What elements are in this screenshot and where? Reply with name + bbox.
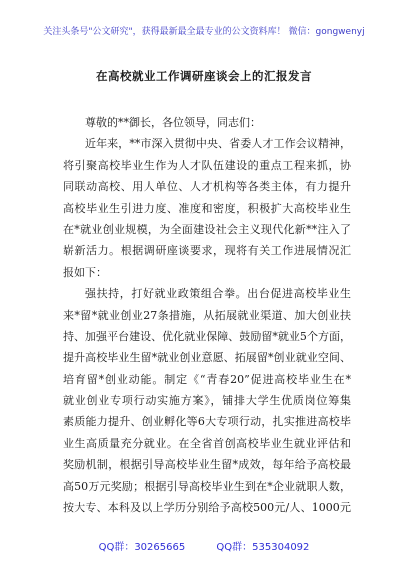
paragraph-line: 持、加强平台建设、优化就业保障、鼓励留*就业5个方面， — [63, 329, 351, 343]
salutation: 尊敬的**御长，各位领导，同志们： — [85, 116, 261, 129]
paragraph-line: 素质能力提升、创业孵化等6大专项行动，扎实推进高校毕 — [63, 415, 351, 429]
qq-group-1: QQ群：30265665 — [98, 542, 186, 553]
paragraph-line: 来*留*就业创业27条措施，从拓展就业渠道、加大创业扶 — [63, 308, 351, 322]
paragraph-line: 近年来，**市深入贯彻中央、省委人才工作会议精神， — [85, 137, 351, 151]
footer-contacts — [0, 538, 408, 553]
paragraph-line: 培育留*创业动能。制定《“青春20”促进高校毕业生在* — [63, 372, 351, 386]
qq-group-2: QQ群：535304092 — [216, 542, 310, 553]
paragraph-line: 将引聚高校毕业生作为人才队伍建设的重点工程来抓，协 — [63, 158, 351, 172]
paragraph-line: 崭新活力。根据调研座谈要求，现将有关工作进展情况汇 — [63, 244, 351, 258]
document-title: 在高校就业工作调研座谈会上的汇报发言 — [96, 69, 312, 83]
paragraph-line: 业生高质量充分就业。在全省首创高校毕业生就业评估和 — [63, 436, 351, 450]
paragraph-line: 高50万元奖励；根据引导高校毕业生到在*企业就职人数， — [63, 479, 351, 493]
paragraph-line: 奖励机制，根据引导高校毕业生留*成效，每年给予高校最 — [63, 458, 351, 472]
paragraph-line: 高校毕业生引进力度、准度和密度，积极扩大高校毕业生 — [63, 201, 351, 215]
header-banner: 关注头条号"公文研究"，获得最新最全最专业的公文资料库！ 微信：gongwenyj — [43, 27, 365, 37]
paragraph-line: 就业创业专项行动实施方案》，铺排大学生优质岗位筹集 — [63, 394, 351, 408]
paragraph-line: 报如下： — [63, 265, 107, 279]
paragraph-line: 提升高校毕业生留*就业创业意愿、拓展留*创业就业空间、 — [63, 351, 351, 365]
paragraph-line: 按大专、本科及以上学历分别给予高校500元/人、1000元 — [63, 501, 351, 515]
document-body — [63, 112, 351, 518]
paragraph-line: 同联动高校、用人单位、人才机构等各类主体，有力提升 — [63, 180, 351, 194]
paragraph-line: 强扶持，打好就业政策组合拳。出台促进高校毕业生 — [85, 287, 351, 301]
paragraph-line: 在*就业创业规模，为全面建设社会主义现代化新**注入了 — [63, 222, 351, 236]
